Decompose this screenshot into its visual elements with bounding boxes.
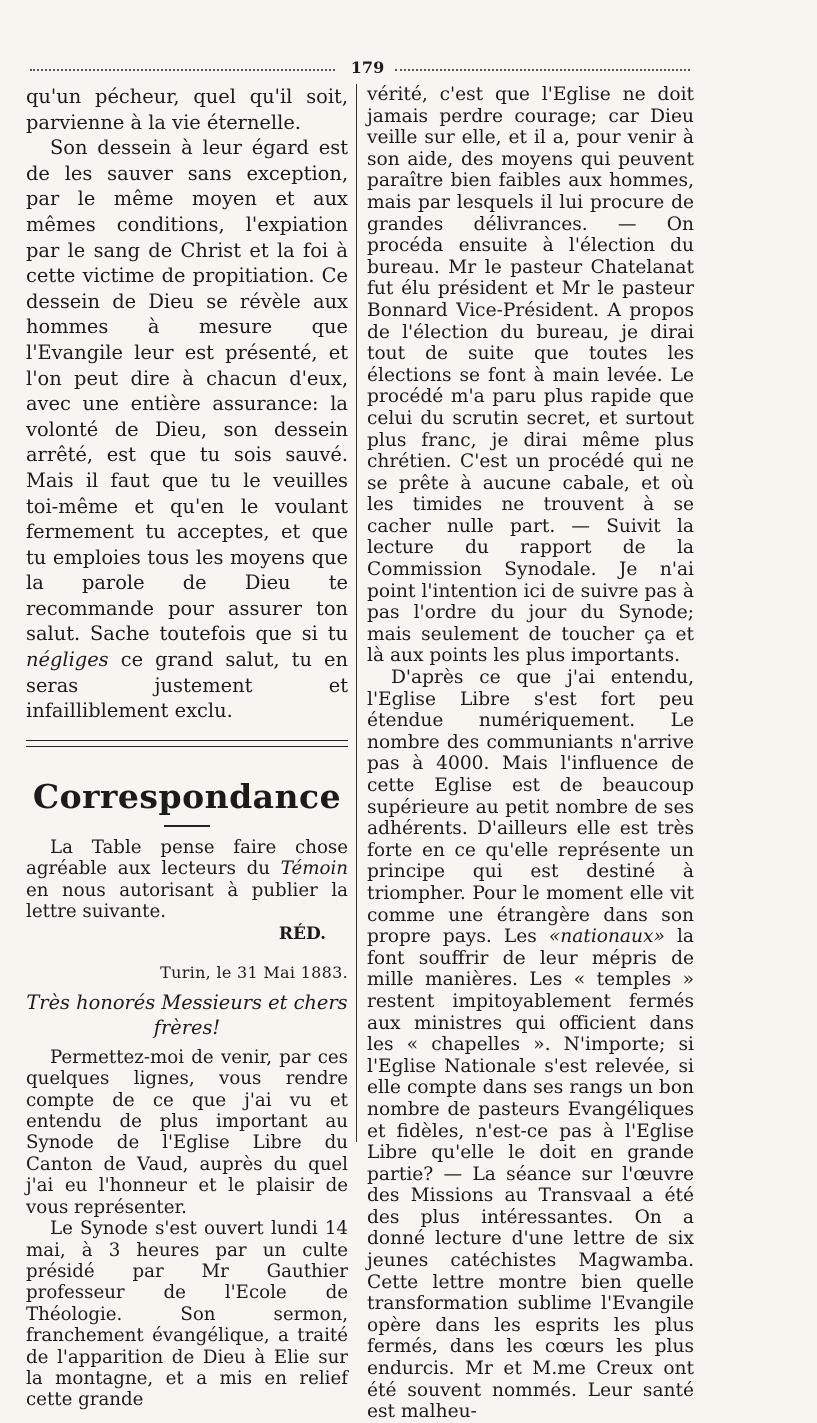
salutation: Très honorés Messieurs et chers frères!	[26, 990, 348, 1040]
paragraph: La Table pense faire chose agréable aux lecteurs du Témoin en nous autorisant à publier la lettre suivante.	[26, 836, 348, 923]
paragraph: Le Synode s'est ouvert lundi 14 mai, à 3 heures par un culte présidé par Mr Gauthier professeur de l'Ecole de Théologie. Son sermon, franchement évangélique, a traité de l'apparition de Dieu à Elie sur la montagne, et a mis en relief cette grande	[26, 1218, 348, 1411]
left-column	[26, 84, 348, 1411]
paragraph: qu'un pécheur, quel qu'il soit, parvienne à la vie éternelle.	[26, 85, 348, 134]
section-title: Correspondance	[32, 776, 342, 816]
letter-intro	[26, 837, 348, 1411]
paragraph: vérité, c'est que l'Eglise ne doit jamais perdre courage; car Dieu veille sur elle, et il a, pour venir à son aide, des moyens qui peuvent paraître bien faibles aux hommes, mais par lesquels il lui procure de grandes délivrances. — On procéda ensuite à l'élection du bureau. Mr le pasteur Chatelanat fut élu président et Mr le pasteur Bonnard Vice-Président. A propos de l'élection du bureau, je dirai tout de suite que toutes les élections se font à main levée. Le procédé m'a paru plus rapide que celui du scrutin secret, et surtout plus franc, je dirai même plus chrétien. C'est un procédé qui ne se prête à aucune cabale, et où les timides ne trouvent à se cacher nulle part. — Suivit la lecture du rapport de la Commission Synodale. Je n'ai point l'intention ici de suivre pas à pas l'ordre du jour du Synode; mais seulement de toucher ça et là aux points les plus importants.	[367, 84, 694, 667]
page-number: 179	[350, 58, 385, 77]
paragraph: Permettez-moi de venir, par ces quelques lignes, vous rendre compte de ce que j'ai vu et entendu de plus important au Synode de l'Eglise Libre du Canton de Vaud, auprès du quel j'ai eu l'honneur et le plaisir de vous représenter.	[26, 1046, 348, 1218]
emphasis: négliges	[26, 648, 109, 672]
header-rule-right	[395, 69, 690, 71]
right-column	[367, 84, 694, 1423]
header-rule-left	[30, 69, 335, 71]
dateline: Turin, le 31 Mai 1883.	[160, 963, 348, 983]
emphasis: Témoin	[280, 858, 348, 880]
section-separator	[26, 740, 348, 747]
paragraph: D'après ce que j'ai entendu, l'Eglise Libre s'est fort peu étendue numériquement. Le nombre des communiants n'arrive pas à 4000. Mais l'influence de cette Eglise est de beaucoup supérieure au petit nombre de ses adhérents. D'ailleurs elle est très forte en ce qu'elle représente un principe qui est destiné à triompher. Pour le moment elle vit comme une étrangère dans son propre pays. Les «nationaux» la font souffrir de leur mépris de mille manières. Les « temples » restent impitoyablement fermés aux ministres qui officient dans les « chapelles ». N'importe; si l'Eglise Nationale s'est relevée, si elle compte dans ses rangs un bon nombre de pasteurs Evangéliques et fidèles, n'est-ce pas à l'Eglise Libre qu'elle le doit en grande partie? — La séance sur l'œuvre des Missions au Transvaal a été des plus intéressantes. On a donné lecture d'une lettre de six jeunes catéchistes Magwamba. Cette lettre montre bien quelle transformation sublime l'Evangile opère dans les esprits les plus fermés, dans les cœurs les plus endurcis. Mr et M.me Creux ont été souvent nommés. Leur santé est malheu-	[367, 667, 694, 1423]
title-rule	[164, 825, 210, 827]
page-header	[30, 58, 690, 77]
column-divider	[356, 84, 357, 1142]
paragraph: Son dessein à leur égard est de les sauver sans exception, par le même moyen et aux mêmes conditions, l'expiation par le sang de Christ et la foi à cette victime de propitiation. Ce dessein de Dieu se révèle aux hommes à mesure que l'Evangile leur est présenté, et l'on peut dire à chacun d'eux, avec une entière assurance: la volonté de Dieu, son dessein arrêté, est que tu sois sauvé. Mais il faut que tu le veuilles toi-même et qu'en le voulant fermement tu acceptes, et que tu emploies tous les moyens que la parole de Dieu te recommande pour assurer ton salut. Sache toutefois que si tu négliges ce grand salut, tu en seras justement et infailliblement exclu.	[26, 136, 348, 723]
editor-signature: RÉD.	[278, 924, 326, 945]
emphasis: «nationaux»	[548, 926, 665, 948]
